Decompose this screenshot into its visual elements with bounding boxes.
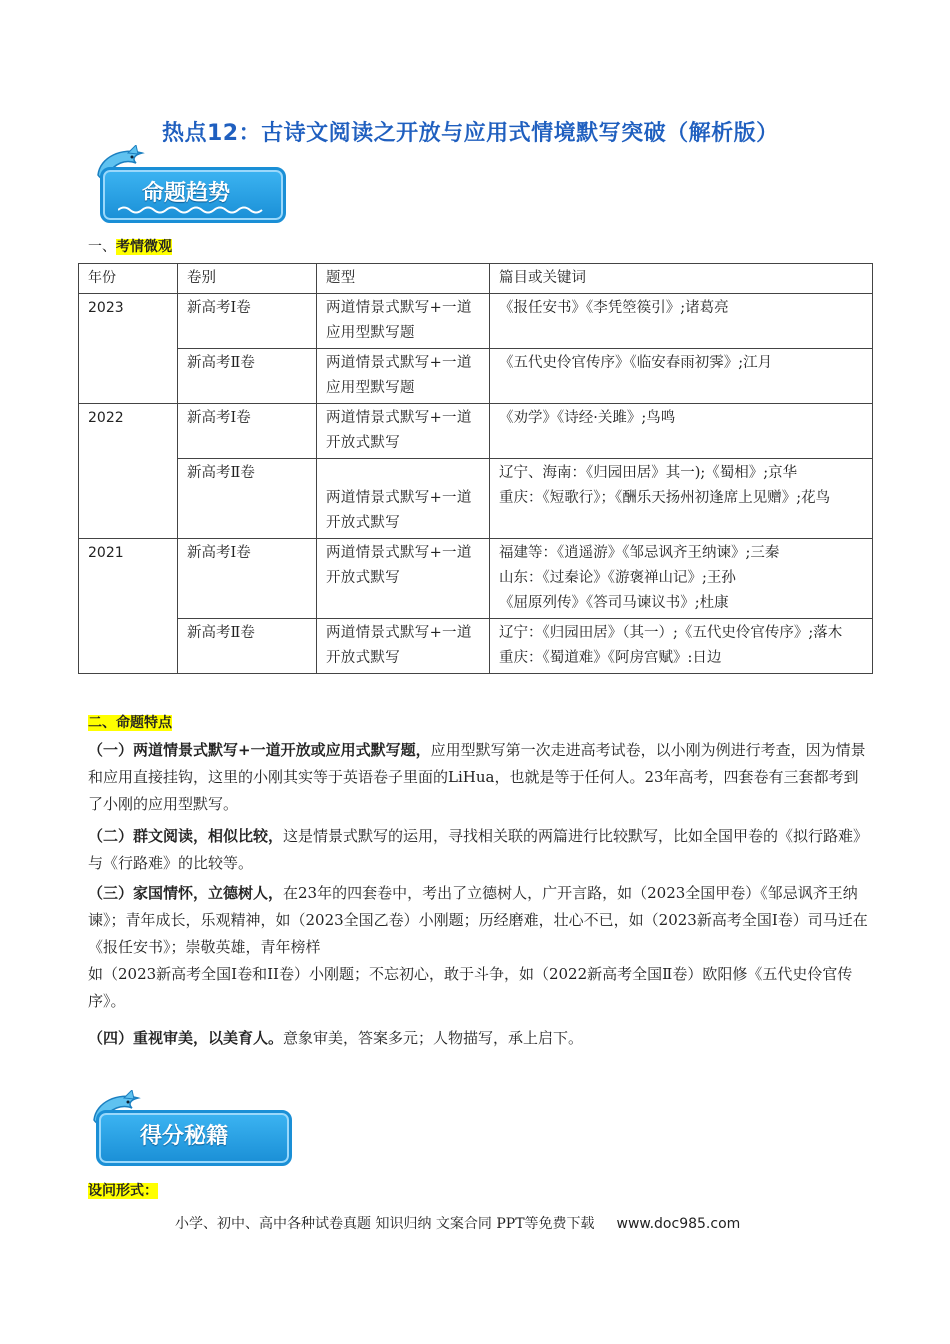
- header-keywords: 篇目或关键词: [490, 264, 873, 294]
- table-row: [79, 459, 873, 539]
- section-exam-overview: 一、考情微观: [88, 239, 172, 255]
- secret-badge: [88, 1090, 288, 1168]
- type-cell: 两道情景式默写+一道开放式默写: [317, 404, 490, 459]
- section-exam-overview-label: 考情微观: [116, 239, 172, 255]
- type-cell: 两道情景式默写+一道开放式默写: [317, 539, 490, 619]
- header-year: 年份: [79, 264, 178, 294]
- page-footer: [175, 1213, 740, 1233]
- section-question-forms-label: 设问形式：: [88, 1183, 158, 1199]
- year-cell: 2023: [79, 294, 178, 404]
- header-type: 题型: [317, 264, 490, 294]
- paper-cell: 新高考Ⅰ卷: [178, 294, 317, 349]
- footer-text: 小学、初中、高中各种试卷真题 知识归纳 文案合同 PPT等免费下载: [175, 1216, 595, 1232]
- type-cell: 两道情景式默写+一道开放式默写: [317, 459, 490, 539]
- paper-cell: 新高考Ⅱ卷: [178, 349, 317, 404]
- section-features-label: 二、命题特点: [88, 715, 172, 731]
- feature-point-2: （二）群文阅读，相似比较，这是情景式默写的运用，寻找相关联的两篇进行比较默写，比如全国甲卷的《拟行路难》与《行路难》的比较等。: [88, 827, 861, 872]
- wave-decoration: [118, 205, 268, 215]
- type-cell: 两道情景式默写+一道应用型默写题: [317, 294, 490, 349]
- table-row: [79, 404, 873, 459]
- year-cell: 2021: [79, 539, 178, 674]
- document-title: 热点12：古诗文阅读之开放与应用式情境默写突破（解析版）: [162, 121, 779, 146]
- keywords-cell: 《劝学》《诗经·关雎》;鸟鸣: [490, 404, 873, 459]
- year-cell: 2022: [79, 404, 178, 539]
- feature-point-4: （四）重视审美，以美育人。意象审美，答案多元；人物描写，承上启下。: [88, 1029, 584, 1047]
- trend-badge-label: 命题趋势: [142, 181, 231, 206]
- keywords-cell: 辽宁、海南：《归园田居》其一);《蜀相》;京华 重庆：《短歌行》；《酬乐天扬州初逢席上见赠》;花鸟: [490, 459, 873, 539]
- paper-cell: 新高考Ⅱ卷: [178, 619, 317, 674]
- keywords-cell: 《报任安书》《李凭箜篌引》;诸葛亮: [490, 294, 873, 349]
- section-features: [88, 712, 172, 732]
- keywords-cell: 辽宁：《归园田居》（其一）;《五代史伶官传序》;落木 重庆：《蜀道难》《阿房宫赋》:日边: [490, 619, 873, 674]
- header-paper: 卷别: [178, 264, 317, 294]
- trend-badge: [92, 145, 287, 225]
- table-row: [79, 619, 873, 674]
- section-question-forms: [88, 1180, 158, 1200]
- footer-url[interactable]: www.doc985.com: [616, 1216, 741, 1232]
- table-row: [79, 294, 873, 349]
- secret-badge-label: 得分秘籍: [140, 1124, 229, 1149]
- table-row: [79, 539, 873, 619]
- table-row: [79, 349, 873, 404]
- exam-table: [78, 263, 873, 674]
- type-cell: 两道情景式默写+一道应用型默写题: [317, 349, 490, 404]
- type-cell: 两道情景式默写+一道开放式默写: [317, 619, 490, 674]
- keywords-cell: 福建等：《逍遥游》《邹忌讽齐王纳谏》;三秦 山东：《过秦论》《游褒禅山记》;王孙 《屈原列传》《答司马谏议书》;杜康: [490, 539, 873, 619]
- keywords-cell: 《五代史伶官传序》《临安春雨初霁》;江月: [490, 349, 873, 404]
- feature-point-1: （一）两道情景式默写+一道开放或应用式默写题，应用型默写第一次走进高考试卷，以小刚为例进行考查，因为情景和应用直接挂钩，这里的小刚其实等于英语卷子里面的LiHua，也就是等于任何人。23年高考，四套卷有三套都考到了小刚的应用型默写。: [88, 741, 866, 813]
- feature-point-3: （三）家国情怀，立德树人，在23年的四套卷中，考出了立德树人，广开言路，如（2023全国甲卷）《邹忌讽齐王纳谏》；青年成长，乐观精神，如（2023全国乙卷）小刚题；历经磨难，壮心不已，如（2023新高考全国Ⅰ卷）司马迁在《报任安书》；崇敬英雄，青年榜样 如（2023新高考全国Ⅰ卷和II卷）小刚题；不忘初心，敢于斗争，如（2022新高考全国Ⅱ卷）欧阳修《五代史伶官传序》。: [88, 884, 868, 1010]
- table-header-row: [79, 264, 873, 294]
- paper-cell: 新高考Ⅱ卷: [178, 459, 317, 539]
- paper-cell: 新高考Ⅰ卷: [178, 539, 317, 619]
- paper-cell: 新高考Ⅰ卷: [178, 404, 317, 459]
